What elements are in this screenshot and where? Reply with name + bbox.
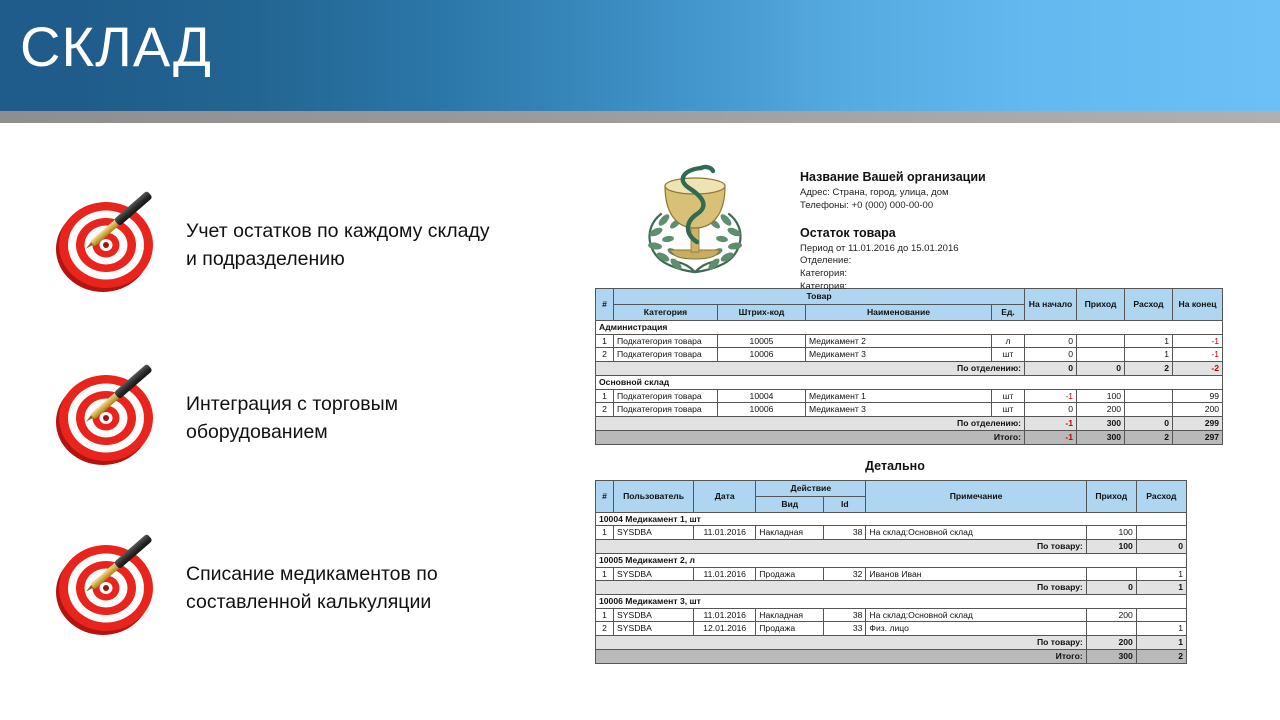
detail-subtotal-row bbox=[596, 581, 1187, 595]
dcol-outcome: Расход bbox=[1136, 480, 1186, 512]
target-dart-icon bbox=[48, 368, 164, 468]
target-dart-icon bbox=[48, 538, 164, 638]
detail-group-header bbox=[596, 553, 1187, 567]
table-row bbox=[596, 334, 1223, 348]
cell-user: SYSDBA bbox=[614, 526, 694, 540]
cell-income: 200 bbox=[1077, 403, 1125, 417]
cell-barcode: 10005 bbox=[718, 334, 806, 348]
cell-date: 11.01.2016 bbox=[694, 526, 756, 540]
report-meta bbox=[800, 170, 1190, 294]
organization-phones: Телефоны: +0 (000) 000-00-00 bbox=[800, 199, 934, 211]
cell-start: 0 bbox=[1025, 348, 1077, 362]
title-banner bbox=[0, 0, 1280, 111]
total-end: 297 bbox=[1173, 430, 1223, 444]
report-title: Остаток товара bbox=[800, 225, 896, 240]
subtotal-income: 100 bbox=[1086, 540, 1136, 554]
subtotal-income: 300 bbox=[1077, 417, 1125, 431]
cell-date: 11.01.2016 bbox=[694, 608, 756, 622]
table-row bbox=[596, 622, 1187, 636]
feature-label-2: Интеграция с торговым оборудованием bbox=[186, 392, 399, 443]
cell-action-id: 33 bbox=[824, 622, 866, 636]
subtotal-label: По товару: bbox=[596, 540, 1087, 554]
cell-category: Подкатегория товара bbox=[614, 403, 718, 417]
cell-action-id: 38 bbox=[824, 526, 866, 540]
cell-unit: шт bbox=[992, 389, 1025, 403]
total-outcome: 2 bbox=[1136, 649, 1186, 663]
col-end: На конец bbox=[1173, 289, 1223, 321]
cell-action-kind: Накладная bbox=[756, 608, 824, 622]
cell-end: 200 bbox=[1173, 403, 1223, 417]
detail-table bbox=[595, 480, 1187, 664]
cell-action-kind: Накладная bbox=[756, 526, 824, 540]
stock-group-header bbox=[596, 375, 1223, 389]
cell-outcome bbox=[1125, 389, 1173, 403]
report-preview bbox=[595, 160, 1220, 664]
feature-item-3 bbox=[48, 538, 528, 638]
report-header bbox=[595, 160, 1195, 293]
col-group-product: Товар bbox=[614, 289, 1025, 305]
dcol-group-action: Действие bbox=[756, 480, 866, 496]
cell-unit: л bbox=[992, 334, 1025, 348]
feature-label-3: Списание медикаментов по составленной калькуляции bbox=[186, 562, 438, 613]
total-outcome: 2 bbox=[1125, 430, 1173, 444]
total-label: Итого: bbox=[596, 430, 1025, 444]
subtotal-label: По отделению: bbox=[596, 362, 1025, 376]
col-income: Приход bbox=[1077, 289, 1125, 321]
detail-group-label: 10004 Медикамент 1, шт bbox=[596, 512, 1187, 526]
detail-subtotal-row bbox=[596, 636, 1187, 650]
detail-section-title: Детально bbox=[865, 458, 925, 473]
subtotal-outcome: 2 bbox=[1125, 362, 1173, 376]
cell-income: 100 bbox=[1077, 389, 1125, 403]
feature-item-2 bbox=[48, 368, 528, 468]
cell-outcome bbox=[1136, 526, 1186, 540]
subtotal-outcome: 1 bbox=[1136, 636, 1186, 650]
cell-note: Физ. лицо bbox=[866, 622, 1086, 636]
subtotal-income: 0 bbox=[1077, 362, 1125, 376]
detail-group-header bbox=[596, 595, 1187, 609]
table-row bbox=[596, 389, 1223, 403]
stock-group-header bbox=[596, 321, 1223, 335]
cell-action-kind: Продажа bbox=[756, 567, 824, 581]
dcol-action-id: Id bbox=[824, 496, 866, 512]
cell-name: Медикамент 3 bbox=[806, 403, 992, 417]
cell-user: SYSDBA bbox=[614, 567, 694, 581]
cell-action-kind: Продажа bbox=[756, 622, 824, 636]
feature-item-1 bbox=[48, 195, 528, 295]
cell-num: 1 bbox=[596, 608, 614, 622]
cell-note: На склад:Основной склад bbox=[866, 608, 1086, 622]
cell-note: Иванов Иван bbox=[866, 567, 1086, 581]
stock-subtotal-row bbox=[596, 417, 1223, 431]
col-num: # bbox=[596, 289, 614, 321]
dcol-user: Пользователь bbox=[614, 480, 694, 512]
cell-name: Медикамент 1 bbox=[806, 389, 992, 403]
cell-barcode: 10004 bbox=[718, 389, 806, 403]
table-row bbox=[596, 348, 1223, 362]
cell-category: Подкатегория товара bbox=[614, 389, 718, 403]
stock-subtotal-row bbox=[596, 362, 1223, 376]
subtotal-income: 200 bbox=[1086, 636, 1136, 650]
cell-user: SYSDBA bbox=[614, 608, 694, 622]
cell-action-id: 38 bbox=[824, 608, 866, 622]
report-category-1: Категория: bbox=[800, 268, 848, 280]
detail-group-label: 10005 Медикамент 2, л bbox=[596, 553, 1187, 567]
detail-total-row bbox=[596, 649, 1187, 663]
cell-num: 2 bbox=[596, 403, 614, 417]
cell-num: 1 bbox=[596, 389, 614, 403]
cell-income bbox=[1086, 567, 1136, 581]
total-start: -1 bbox=[1025, 430, 1077, 444]
subtotal-end: 299 bbox=[1173, 417, 1223, 431]
table-row bbox=[596, 608, 1187, 622]
report-category-2: Категория: bbox=[800, 281, 848, 293]
cell-name: Медикамент 3 bbox=[806, 348, 992, 362]
subtotal-outcome: 0 bbox=[1136, 540, 1186, 554]
stock-group-label: Основной склад bbox=[596, 375, 1223, 389]
dcol-action-kind: Вид bbox=[756, 496, 824, 512]
table-row bbox=[596, 567, 1187, 581]
total-label: Итого: bbox=[596, 649, 1087, 663]
cell-income bbox=[1077, 334, 1125, 348]
cell-num: 1 bbox=[596, 567, 614, 581]
cell-user: SYSDBA bbox=[614, 622, 694, 636]
cell-num: 2 bbox=[596, 622, 614, 636]
cell-end: -1 bbox=[1173, 348, 1223, 362]
total-income: 300 bbox=[1086, 649, 1136, 663]
cell-end: -1 bbox=[1173, 334, 1223, 348]
cell-outcome: 1 bbox=[1125, 334, 1173, 348]
stock-total-row bbox=[596, 430, 1223, 444]
cell-unit: шт bbox=[992, 403, 1025, 417]
cell-num: 2 bbox=[596, 348, 614, 362]
cell-num: 1 bbox=[596, 526, 614, 540]
cell-outcome: 1 bbox=[1136, 622, 1186, 636]
organization-name: Название Вашей организации bbox=[800, 170, 986, 184]
organization-address: Адрес: Страна, город, улица, дом bbox=[800, 187, 949, 198]
subtotal-label: По товару: bbox=[596, 636, 1087, 650]
banner-divider-bar bbox=[0, 111, 1280, 123]
feature-label-1: Учет остатков по каждому складу и подразделению bbox=[186, 219, 490, 270]
cell-start: -1 bbox=[1025, 389, 1077, 403]
col-start: На начало bbox=[1025, 289, 1077, 321]
cell-income: 100 bbox=[1086, 526, 1136, 540]
detail-group-header bbox=[596, 512, 1187, 526]
cell-outcome bbox=[1136, 608, 1186, 622]
cell-end: 99 bbox=[1173, 389, 1223, 403]
cell-category: Подкатегория товара bbox=[614, 348, 718, 362]
cell-barcode: 10006 bbox=[718, 348, 806, 362]
col-barcode: Штрих-код bbox=[718, 305, 806, 321]
col-name: Наименование bbox=[806, 305, 992, 321]
subtotal-end: -2 bbox=[1173, 362, 1223, 376]
report-department: Отделение: bbox=[800, 255, 852, 267]
cell-income bbox=[1077, 348, 1125, 362]
cell-barcode: 10006 bbox=[718, 403, 806, 417]
target-dart-icon bbox=[48, 195, 164, 295]
subtotal-label: По отделению: bbox=[596, 417, 1025, 431]
dcol-num: # bbox=[596, 480, 614, 512]
cell-name: Медикамент 2 bbox=[806, 334, 992, 348]
stock-table bbox=[595, 288, 1223, 445]
subtotal-label: По товару: bbox=[596, 581, 1087, 595]
col-category: Категория bbox=[614, 305, 718, 321]
col-outcome: Расход bbox=[1125, 289, 1173, 321]
subtotal-outcome: 1 bbox=[1136, 581, 1186, 595]
cell-action-id: 32 bbox=[824, 567, 866, 581]
total-income: 300 bbox=[1077, 430, 1125, 444]
dcol-note: Примечание bbox=[866, 480, 1086, 512]
cell-unit: шт bbox=[992, 348, 1025, 362]
cell-date: 12.01.2016 bbox=[694, 622, 756, 636]
cell-income bbox=[1086, 622, 1136, 636]
bowl-of-hygieia-icon bbox=[631, 162, 759, 282]
dcol-income: Приход bbox=[1086, 480, 1136, 512]
subtotal-income: 0 bbox=[1086, 581, 1136, 595]
page-title: СКЛАД bbox=[20, 15, 212, 78]
cell-outcome: 1 bbox=[1136, 567, 1186, 581]
subtotal-start: -1 bbox=[1025, 417, 1077, 431]
table-row bbox=[596, 526, 1187, 540]
detail-subtotal-row bbox=[596, 540, 1187, 554]
cell-num: 1 bbox=[596, 334, 614, 348]
cell-start: 0 bbox=[1025, 334, 1077, 348]
report-period: Период от 11.01.2016 до 15.01.2016 bbox=[800, 242, 959, 254]
cell-note: На склад:Основной склад bbox=[866, 526, 1086, 540]
table-row bbox=[596, 403, 1223, 417]
subtotal-outcome: 0 bbox=[1125, 417, 1173, 431]
detail-group-label: 10006 Медикамент 3, шт bbox=[596, 595, 1187, 609]
cell-outcome: 1 bbox=[1125, 348, 1173, 362]
cell-outcome bbox=[1125, 403, 1173, 417]
cell-date: 11.01.2016 bbox=[694, 567, 756, 581]
col-unit: Ед. bbox=[992, 305, 1025, 321]
cell-income: 200 bbox=[1086, 608, 1136, 622]
cell-category: Подкатегория товара bbox=[614, 334, 718, 348]
stock-group-label: Администрация bbox=[596, 321, 1223, 335]
cell-start: 0 bbox=[1025, 403, 1077, 417]
dcol-date: Дата bbox=[694, 480, 756, 512]
subtotal-start: 0 bbox=[1025, 362, 1077, 376]
